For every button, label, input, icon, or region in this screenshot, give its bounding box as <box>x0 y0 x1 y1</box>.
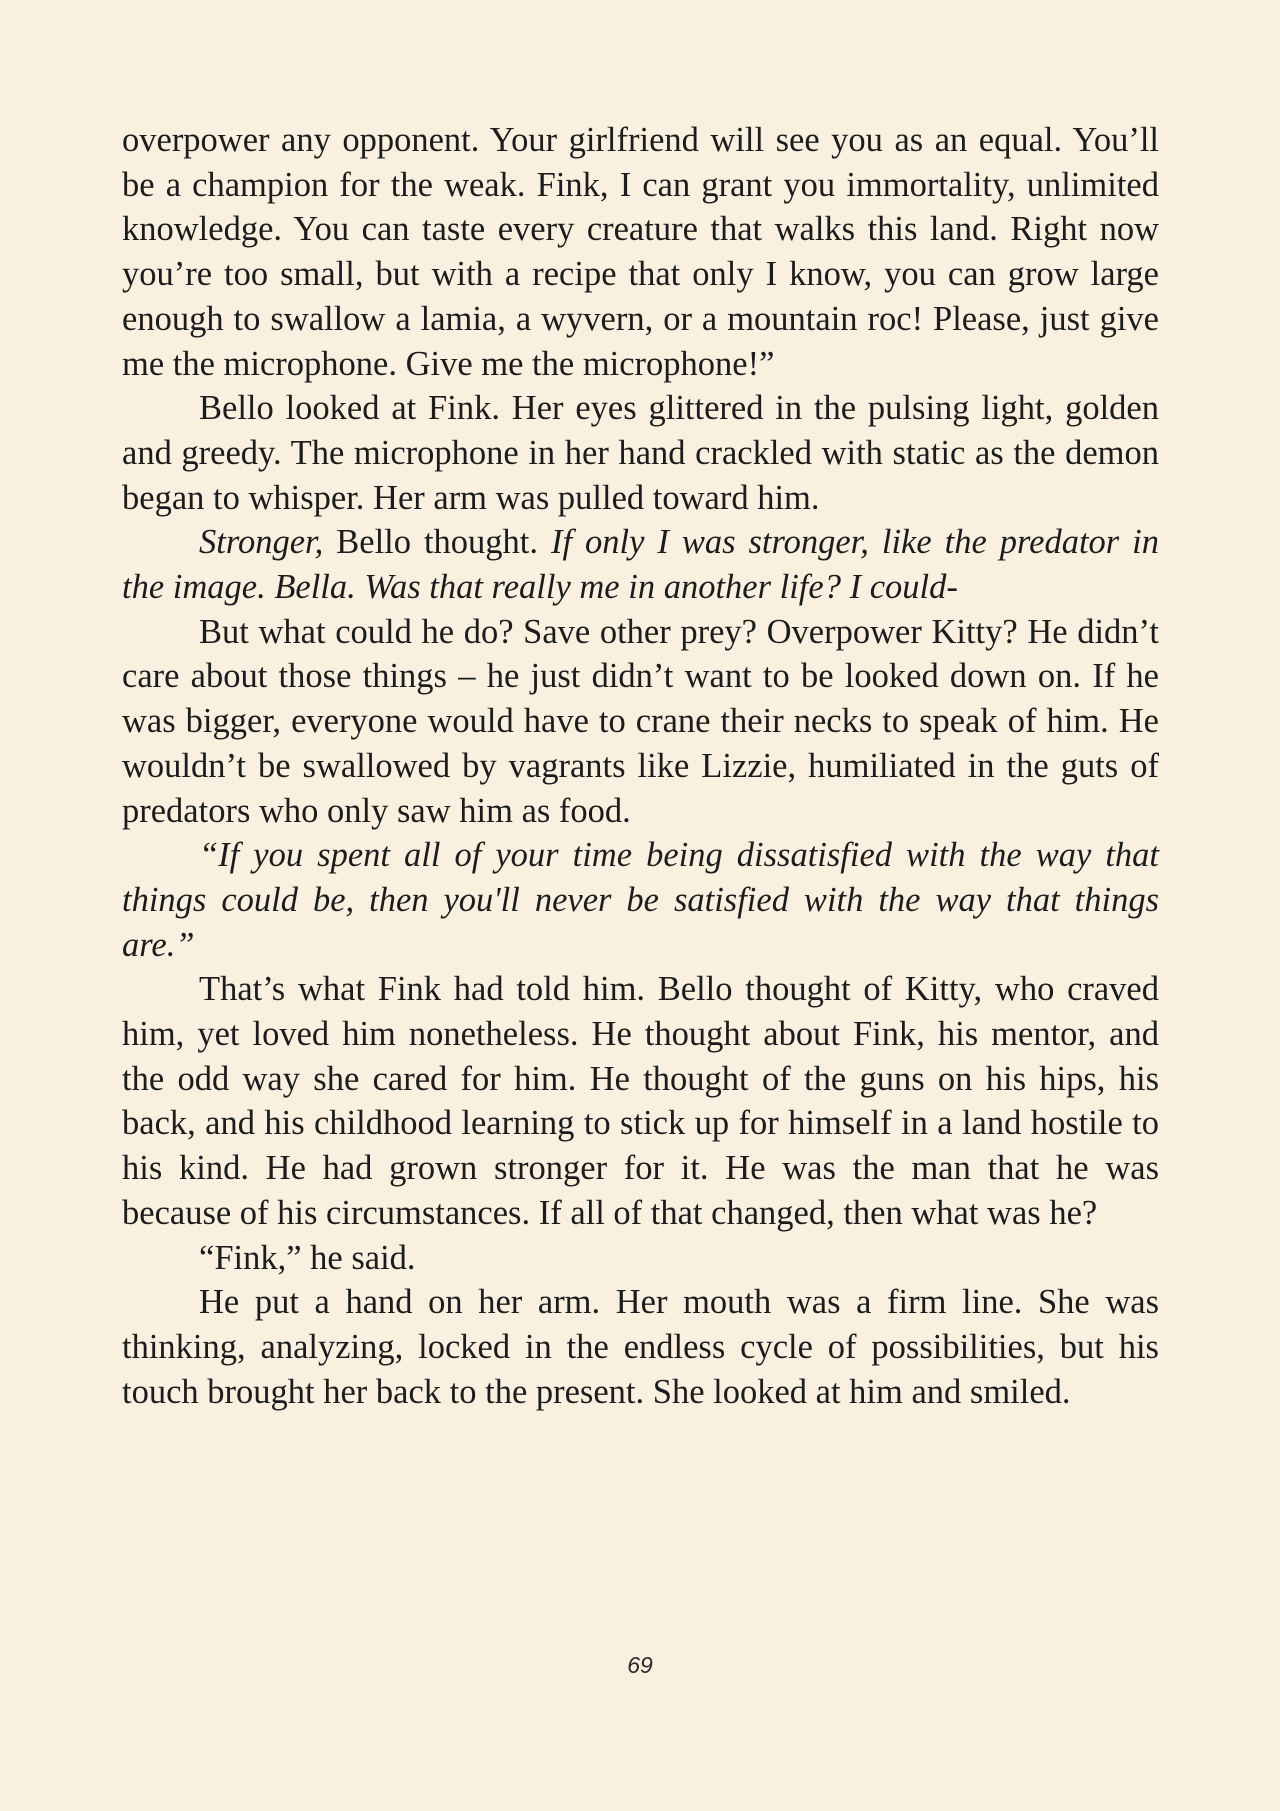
plain-text: Bello thought. <box>323 523 551 562</box>
paragraph-7: “Fink,” he said. <box>199 1238 416 1277</box>
paragraph-6: That’s what Fink had told him. Bello thought of Kitty, who craved him, yet loved him nonetheless. He thought about Fink, his mentor, and the odd way she cared for him. He thought of the guns on his hips, his back, and his childhood learning to stick up for himself in a land hostile to his kind. He had grown stronger for it. He was the man that he was because of his circumstances. If all of that changed, then what was he? <box>122 970 1159 1232</box>
paragraph-8: He put a hand on her arm. Her mouth was a firm line. She was thinking, analyzing, locked in the endless cycle of possibilities, but his touch brought her back to the present. She looked at him and smiled. <box>122 1283 1159 1411</box>
paragraph-2: Bello looked at Fink. Her eyes glittered in the pulsing light, golden and greedy. The microphone in her hand crackled with static as the demon began to whisper. Her arm was pulled toward him. <box>122 389 1159 517</box>
paragraph-1: overpower any opponent. Your girlfriend will see you as an equal. You’ll be a champion for the weak. Fink, I can grant you immortality, unlimited knowledge. You can taste every creature that walks this land. Right now you’re too small, but with a recipe that only I know, you can grow large enough to swallow a lamia, a wyvern, or a mountain roc! Please, just give me the microphone. Give me the microphone!” <box>122 121 1159 383</box>
page-body <box>122 118 1159 1414</box>
paragraph-3 <box>122 520 1159 609</box>
page-number: 69 <box>627 1652 653 1678</box>
paragraph-5-quote: “If you spent all of your time being dissatisfied with the way that things could be, then you'll never be satisfied with the way that things are.” <box>122 836 1159 964</box>
italic-text: If only I was stronger, like the predator in the image. Bella. Was that really me in another life? I could- <box>122 523 1160 607</box>
italic-text: Stronger, <box>199 523 324 562</box>
paragraph-4: But what could he do? Save other prey? Overpower Kitty? He didn’t care about those things – he just didn’t want to be looked down on. If he was bigger, everyone would have to crane their necks to speak of him. He wouldn’t be swallowed by vagrants like Lizzie, humiliated in the guts of predators who only saw him as food. <box>122 612 1159 830</box>
